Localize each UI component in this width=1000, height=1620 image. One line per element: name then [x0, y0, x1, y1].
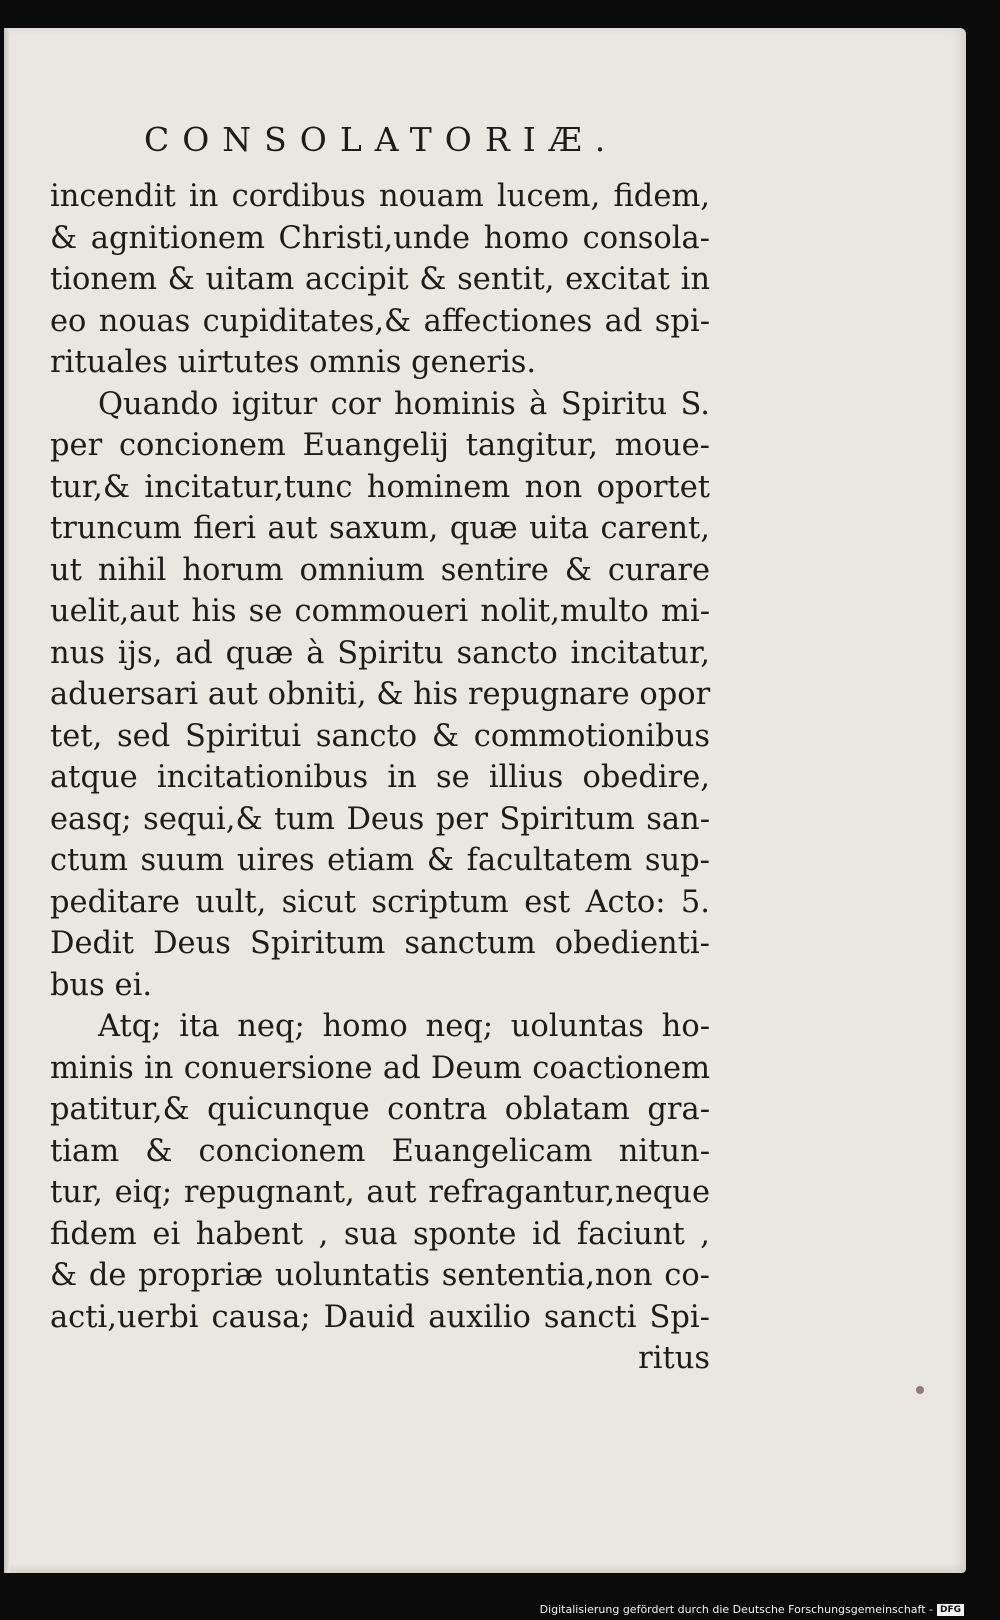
paper-stain [916, 1386, 924, 1394]
text-line: tet, sed Spiritui sancto & commotionibus [50, 718, 710, 754]
text-line: acti,uerbi causa; Dauid auxilio sancti Spi- [50, 1299, 710, 1335]
text-line: fidem ei habent , sua sponte id faciunt , [50, 1216, 710, 1252]
text-line: & de propriæ uoluntatis sententia,non co- [50, 1258, 710, 1293]
text-line: ut nihil horum omnium sentire & curare [50, 552, 710, 588]
text-line: tur, eiq; repugnant, aut refragantur,neque [50, 1175, 710, 1210]
text-line: atque incitationibus in se illius obedire, [50, 760, 710, 795]
text-line: truncum fieri aut saxum, quæ uita carent, [50, 511, 710, 546]
text-line: & agnitionem Christi,unde homo consola- [50, 220, 710, 256]
text-line: rituales uirtutes omnis generis. [50, 345, 537, 380]
text-line: eo nouas cupiditates,& affectiones ad spi- [50, 303, 710, 339]
text-line: tiam & concionem Euangelicam nitun- [50, 1133, 710, 1169]
book-page [4, 28, 966, 1573]
text-line: patitur,& quicunque contra oblatam gra- [50, 1092, 710, 1127]
catchword: ritus [638, 1341, 710, 1376]
credit-text: Digitalisierung gefördert durch die Deutsche Forschungsgemeinschaft - [539, 1603, 933, 1616]
text-line: tionem & uitam accipit & sentit, excitat in [50, 262, 710, 297]
body-text [50, 176, 710, 1380]
text-line: peditare uult, sicut scriptum est Acto: 5. [50, 884, 710, 920]
dfg-logo-icon: DFG [937, 1604, 964, 1616]
running-head: CONSOLATORIÆ. [144, 120, 619, 159]
text-line: ctum suum uires etiam & facultatem sup- [50, 843, 710, 878]
text-line: Atq; ita neq; homo neq; uoluntas ho- [98, 1009, 710, 1044]
page-gutter-shadow [4, 28, 10, 1573]
text-line: bus ei. [50, 967, 153, 1003]
text-line: Dedit Deus Spiritum sanctum obedienti- [50, 926, 710, 961]
text-line: per concionem Euangelij tangitur, moue- [50, 428, 710, 463]
text-line: minis in conuersione ad Deum coactionem [50, 1050, 710, 1086]
text-line: aduersari aut obniti, & his repugnare opor [50, 677, 711, 712]
text-line: incendit in cordibus nouam lucem, fidem, [50, 179, 710, 214]
digitization-credit [540, 1603, 964, 1616]
text-line: nus ijs, ad quæ à Spiritu sancto incitatur, [50, 635, 710, 671]
text-line: uelit,aut his se commoueri nolit,multo mi- [50, 594, 710, 629]
text-line: easq; sequi,& tum Deus per Spiritum san- [50, 801, 710, 837]
text-line: Quando igitur cor hominis à Spiritu S. [98, 386, 710, 422]
text-line: tur,& incitatur,tunc hominem non oportet [50, 469, 710, 505]
